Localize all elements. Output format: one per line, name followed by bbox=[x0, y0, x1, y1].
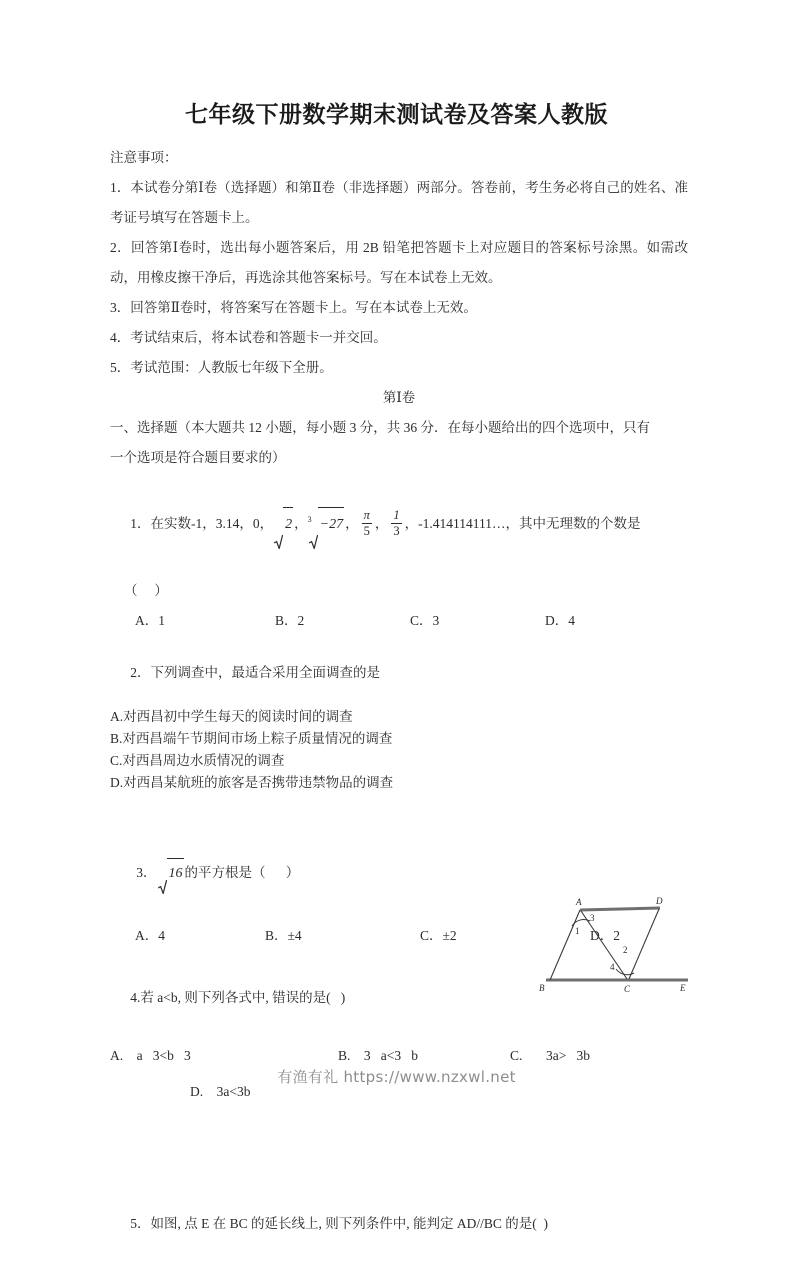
figure-angle-2: 2 bbox=[623, 945, 628, 955]
fraction-numerator: 1 bbox=[391, 509, 401, 524]
figure-angle-3: 3 bbox=[590, 913, 595, 923]
notice-item-5: 5．考试范围：人教版七年级下全册。 bbox=[110, 360, 333, 375]
question-3-option-b[interactable]: B．±4 bbox=[265, 928, 302, 943]
question-1-stem-line-2: （ ） bbox=[124, 583, 168, 598]
figure-label-D: D bbox=[656, 896, 663, 906]
question-1-option-b[interactable]: B．2 bbox=[275, 613, 305, 628]
section-intro-line-2: 一个选项是符合题目要求的） bbox=[110, 450, 286, 465]
question-2-stem bbox=[110, 640, 688, 706]
question-1-sep-2: ， bbox=[345, 516, 359, 531]
question-2-option-c[interactable]: C.对西昌周边水质情况的调查 bbox=[110, 753, 285, 768]
footer-watermark: 有渔有礼 https://www.nzxwl.net bbox=[277, 1068, 516, 1086]
section-label: 第Ⅰ卷 bbox=[382, 390, 416, 405]
question-5-stem bbox=[110, 1179, 688, 1269]
question-1-stem-prefix: 在实数-1，3.14，0， bbox=[150, 516, 274, 531]
radical-tick-icon bbox=[274, 528, 283, 543]
question-2-option-d[interactable]: D.对西昌某航班的旅客是否携带违禁物品的调查 bbox=[110, 775, 394, 790]
cbrt-neg27-symbol bbox=[309, 507, 344, 542]
question-2-number: 2． bbox=[130, 665, 151, 680]
question-1-stem-suffix: ，-1.414114111…，其中无理数的个数是 bbox=[404, 516, 641, 531]
figure-label-A: A bbox=[576, 897, 582, 907]
notice-heading: 注意事项： bbox=[110, 150, 178, 165]
notice-item-4: 4．考试结束后，将本试卷和答题卡一并交回。 bbox=[110, 330, 387, 345]
radical-tick-icon bbox=[158, 875, 167, 890]
question-4-option-a[interactable]: A. a 3<b 3 bbox=[110, 1048, 191, 1063]
question-5-number: 5． bbox=[130, 1216, 151, 1231]
fraction-denominator: 3 bbox=[393, 524, 400, 538]
question-3-option-a[interactable]: A．4 bbox=[135, 928, 165, 943]
question-4-number: 4. bbox=[130, 990, 141, 1005]
notice-item-2: 2．回答第Ⅰ卷时，选出每小题答案后，用 2B 铅笔把答题卡上对应题目的答案标号涂黑。如需改动，用橡皮擦干净后，再选涂其他答案标号。写在本试卷上无效。 bbox=[110, 240, 688, 285]
section-intro-line-1: 一、选择题（本大题共 12 小题，每小题 3 分，共 36 分．在每小题给出的四个选项中，只有 bbox=[110, 420, 650, 435]
question-1-options bbox=[110, 606, 688, 636]
sqrt-2-symbol bbox=[274, 507, 293, 542]
question-1-stem bbox=[110, 473, 688, 576]
parallelogram-angles-diagram bbox=[528, 893, 698, 997]
cbrt-index: 3 bbox=[307, 515, 312, 524]
page-title: 七年级下册数学期末测试卷及答案人教版 bbox=[185, 102, 608, 127]
figure-label-B: B bbox=[539, 983, 545, 993]
question-5-stem-text: 如图, 点 E 在 BC 的延长线上, 则下列条件中, 能判定 AD//BC 的是( ) bbox=[150, 1216, 549, 1231]
question-3-stem-suffix: 的平方根是（ ） bbox=[184, 865, 300, 880]
question-1-option-c[interactable]: C．3 bbox=[410, 613, 440, 628]
notice-item-3: 3．回答第Ⅱ卷时，将答案写在答题卡上。写在本试卷上无效。 bbox=[110, 300, 477, 315]
question-5-figure bbox=[528, 893, 698, 997]
question-3-option-c[interactable]: C．±2 bbox=[420, 928, 457, 943]
question-4-option-b[interactable]: B. 3 a<3 b bbox=[338, 1048, 418, 1063]
document-body bbox=[110, 143, 688, 1269]
figure-label-C: C bbox=[624, 984, 631, 994]
question-2-option-a[interactable]: A.对西昌初中学生每天的阅读时间的调查 bbox=[110, 709, 353, 724]
notice-item-1: 1．本试卷分第Ⅰ卷（选择题）和第Ⅱ卷（非选择题）两部分。答卷前，考生务必将自己的姓名、准考证号填写在答题卡上。 bbox=[110, 180, 688, 225]
question-1-number: 1． bbox=[130, 516, 151, 531]
cbrt-radicand: −27 bbox=[318, 507, 344, 542]
sqrt-16-radicand: 16 bbox=[167, 858, 184, 889]
question-1-sep-3: ， bbox=[374, 516, 389, 531]
question-3-option-d[interactable]: D．2 bbox=[590, 928, 620, 943]
question-4-option-d[interactable]: D. 3a<3b bbox=[190, 1084, 251, 1099]
question-3-number: 3． bbox=[136, 865, 157, 880]
question-4-stem-text: 若 a<b, 则下列各式中, 错误的是( ) bbox=[140, 990, 346, 1005]
fraction-pi-over-5 bbox=[362, 509, 372, 538]
question-4-option-c[interactable]: C. 3a> 3b bbox=[510, 1048, 590, 1063]
figure-angle-4: 4 bbox=[610, 962, 615, 972]
figure-label-E: E bbox=[680, 983, 686, 993]
radical-tick-icon bbox=[309, 528, 318, 543]
question-1-sep-1: ， bbox=[294, 516, 308, 531]
fraction-numerator: π bbox=[362, 509, 372, 524]
question-2-option-b[interactable]: B.对西昌端午节期间市场上粽子质量情况的调查 bbox=[110, 731, 393, 746]
question-1-option-d[interactable]: D．4 bbox=[545, 613, 575, 628]
question-1-option-a[interactable]: A．1 bbox=[135, 613, 165, 628]
sqrt-2-radicand: 2 bbox=[283, 507, 293, 542]
question-2-stem-text: 下列调查中，最适合采用全面调查的是 bbox=[150, 665, 380, 680]
figure-angle-1: 1 bbox=[575, 926, 580, 936]
fraction-denominator: 5 bbox=[363, 524, 370, 538]
fraction-1-over-3 bbox=[391, 509, 401, 538]
sqrt-16-symbol bbox=[158, 858, 184, 889]
